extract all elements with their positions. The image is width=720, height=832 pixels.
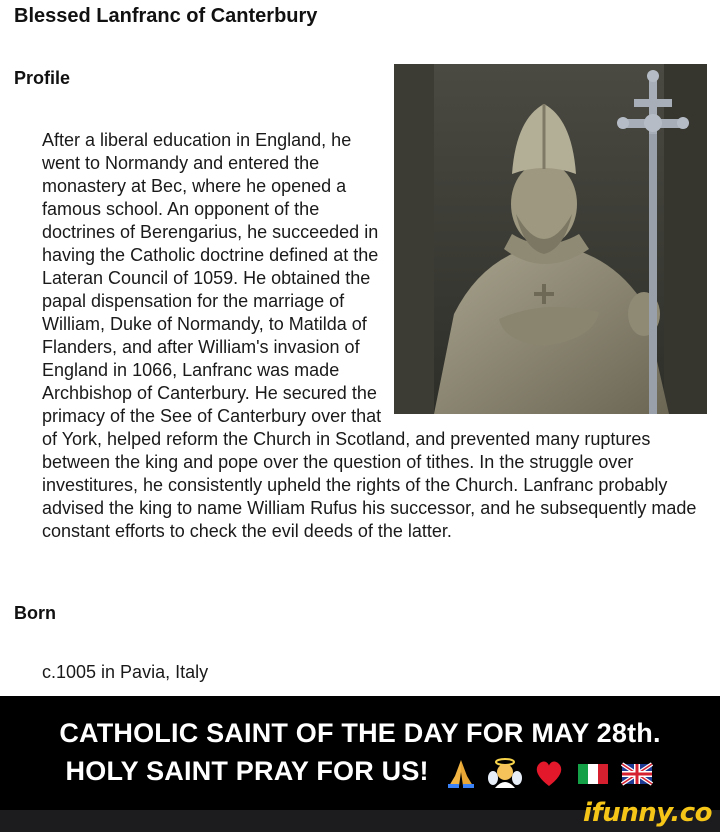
emoji-row (444, 758, 654, 788)
saint-statue-image (394, 64, 707, 414)
caption-line-2: HOLY SAINT PRAY FOR US! (65, 756, 429, 786)
ifunny-watermark: ifunny.co (583, 798, 712, 828)
uk-flag-icon (620, 758, 654, 788)
profile-text-block (42, 129, 710, 543)
caption-line-2-row (0, 756, 720, 788)
profile-text: After a liberal education in England, he went to Normandy and entered the monastery at Bec, where he opened a famous school. An opponent of the doctrines of Berengarius, he succeeded in having the Catholic doctrine defined at the Lateran Council of 1059. He obtained the papal dispensation for the marriage of William, Duke of Normandy, to Matilda of Flanders, and after William's invasion of England in 1066, Lanfranc was made Archbishop of Canterbury. He secured the primacy of the See of Canterbury over that of York, helped reform the Church in Scotland, and prevented many ruptures between the king and pope over the question of tithes. In the struggle over investitures, he consistently upheld the rights of the Church. Lanfranc probably advised the king to name William Rufus his successor, and he subsequently made constant efforts to check the evil deeds of the latter. (42, 130, 697, 541)
praying-hands-icon (444, 758, 478, 788)
italy-flag-icon (576, 758, 610, 788)
baby-angel-icon (488, 758, 522, 788)
born-text: c.1005 in Pavia, Italy (42, 662, 209, 682)
born-heading: Born (14, 603, 56, 623)
profile-heading: Profile (14, 68, 71, 88)
page-title: Blessed Lanfranc of Canterbury (14, 5, 318, 27)
red-heart-icon (532, 758, 566, 788)
meme-caption-bar (0, 696, 720, 810)
caption-line-1: CATHOLIC SAINT OF THE DAY FOR MAY 28th. (59, 718, 661, 748)
